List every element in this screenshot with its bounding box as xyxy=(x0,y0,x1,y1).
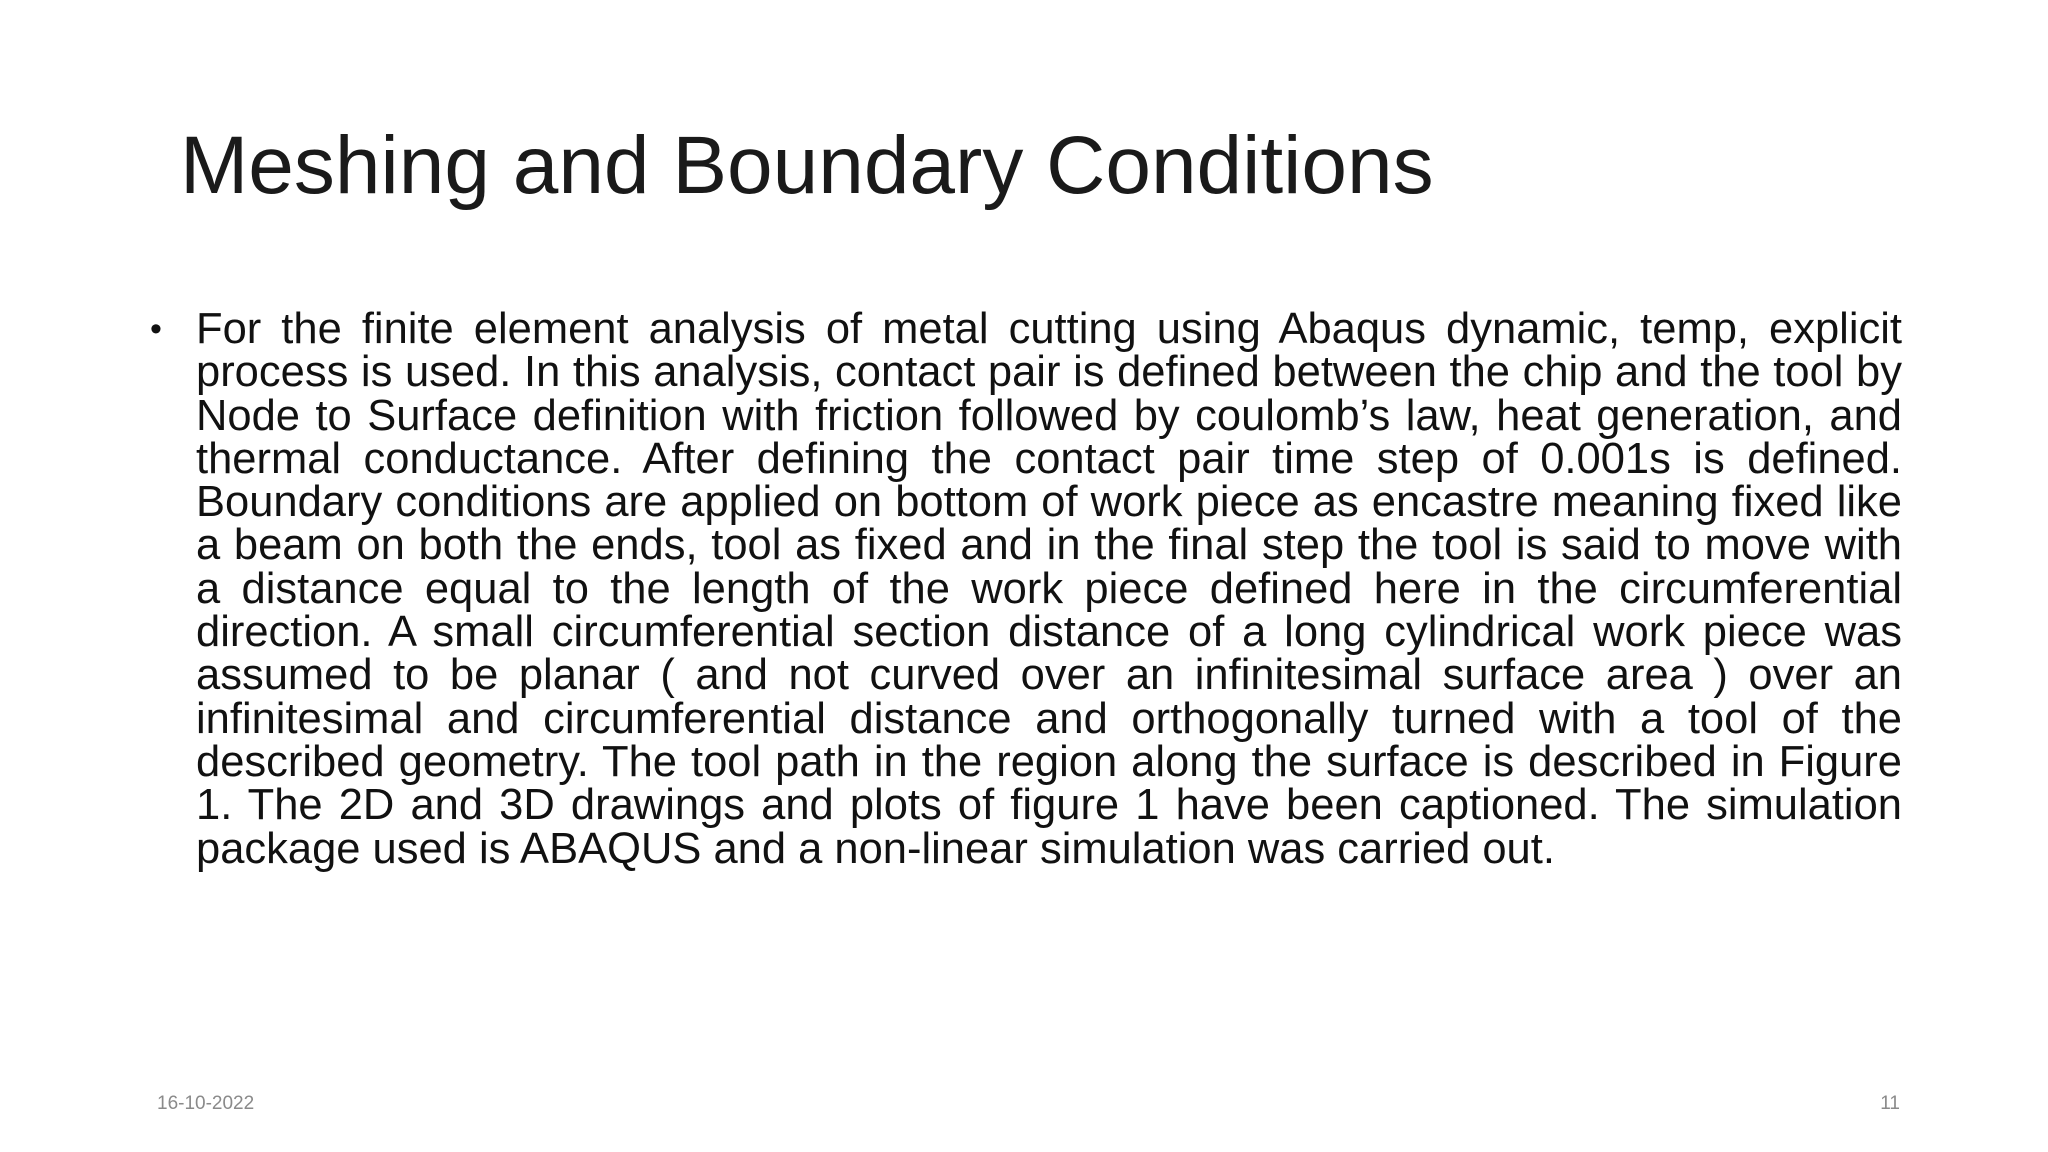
footer-date: 16-10-2022 xyxy=(157,1093,255,1114)
bullet-marker: • xyxy=(150,310,162,348)
slide-number: 11 xyxy=(1880,1093,1900,1114)
bullet-item xyxy=(150,305,1902,873)
slide-title: Meshing and Boundary Conditions xyxy=(180,120,1434,211)
bullet-text: For the finite element analysis of metal cutting using Abaqus dynamic, temp, explicit process is used. In this analysis, contact pair is defined between the chip and the tool by Node to Surface definition with friction followed by coulomb’s law, heat generation, and thermal conductance. After defining the contact pair time step of 0.001s is defined. Boundary conditions are applied on bottom of work piece as encastre meaning fixed like a beam on both the ends, tool as fixed and in the final step the tool is said to move with a distance equal to the length of the work piece defined here in the circumferential direction. A small circumferential section distance of a long cylindrical work piece was assumed to be planar ( and not curved over an infinitesimal surface area ) over an infinitesimal and circumferential distance and orthogonally turned with a tool of the described geometry. The tool path in the region along the surface is described in Figure 1. The 2D and 3D drawings and plots of figure 1 have been captioned. The simulation package used is ABAQUS and a non-linear simulation was carried out. xyxy=(196,305,1902,873)
